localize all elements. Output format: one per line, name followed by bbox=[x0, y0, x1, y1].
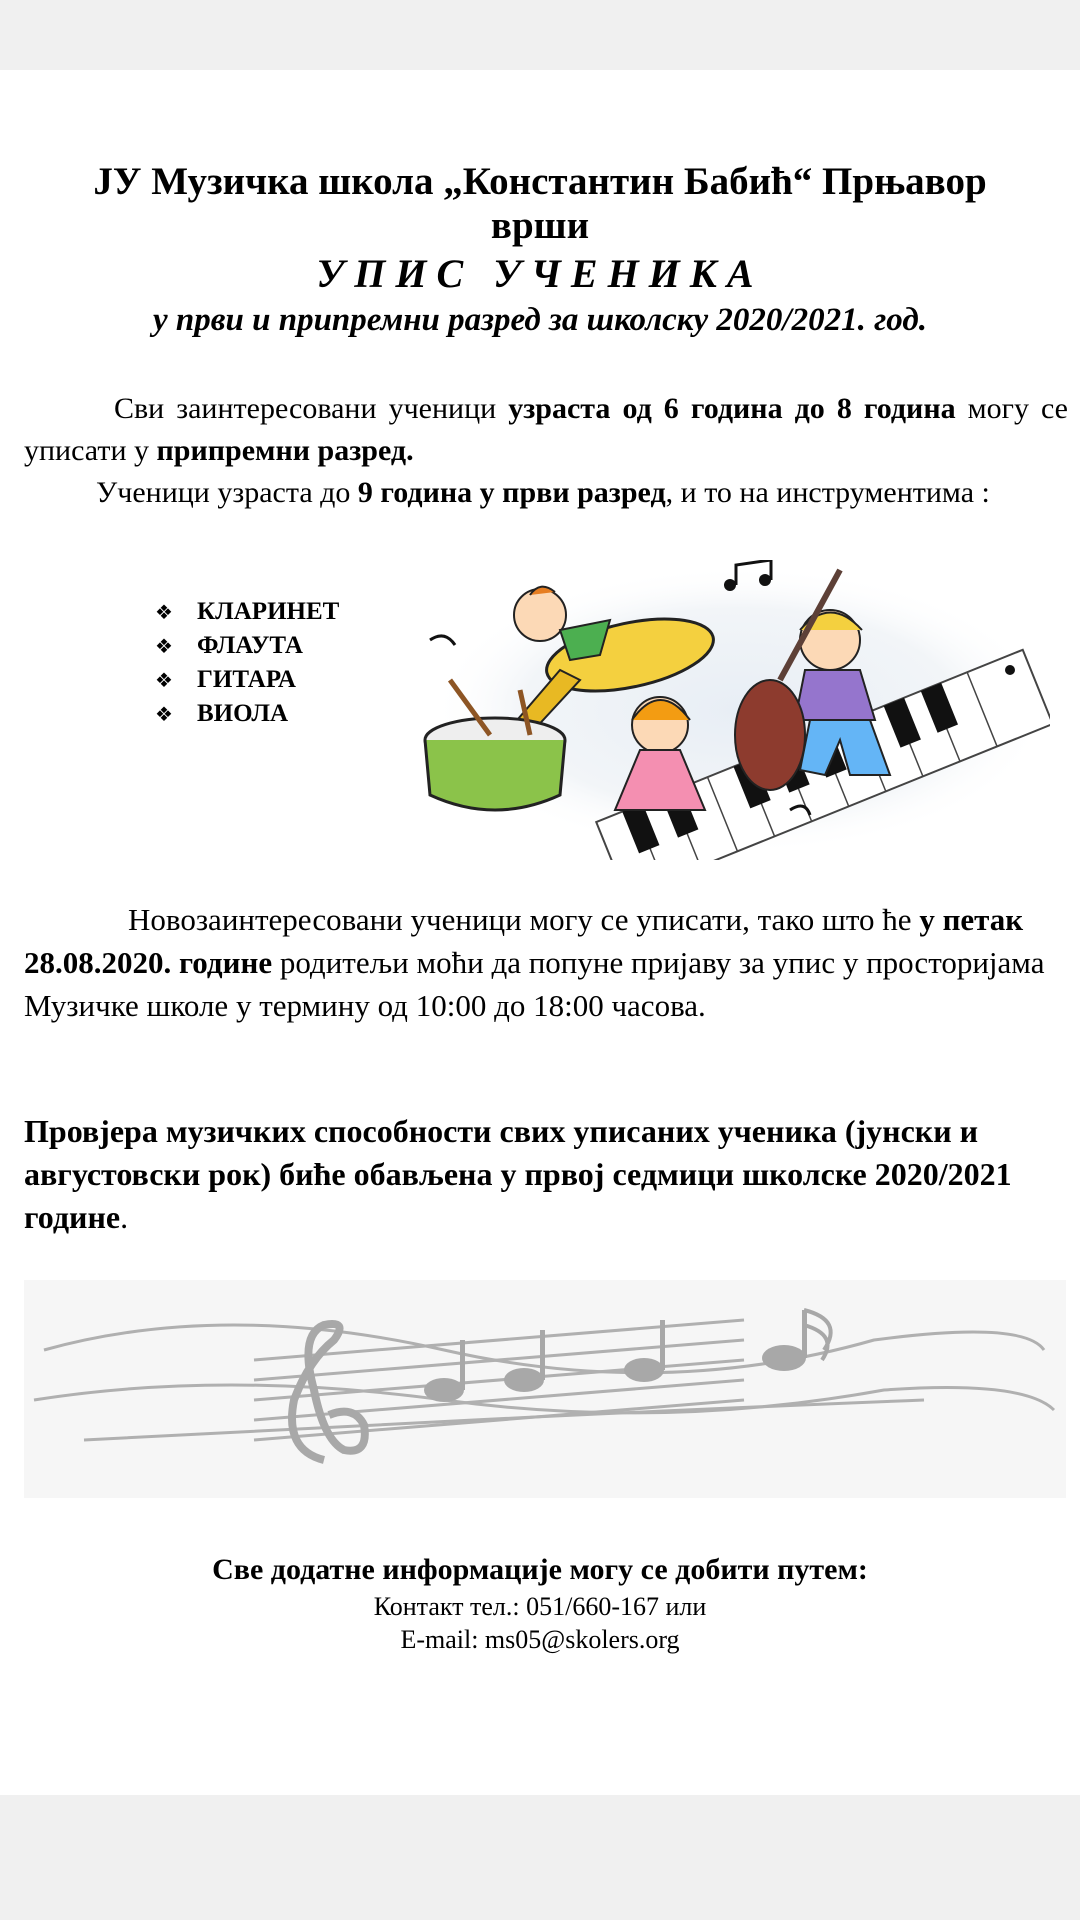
title-verb: врши bbox=[490, 204, 590, 247]
contact-phone: Контакт тел.: 051/660-167 или bbox=[373, 1592, 707, 1621]
document-page bbox=[0, 70, 1080, 1795]
diamond-bullet-icon: ❖ bbox=[155, 600, 173, 624]
contact-email: E-mail: ms05@skolers.org bbox=[400, 1625, 680, 1654]
instrument-item: ❖ КЛАРИНЕТ bbox=[155, 595, 339, 629]
instrument-list bbox=[155, 595, 339, 731]
assessment-paragraph: Провјера музичких способности свих уписаних ученика (јунски и августовски рок) биће обављена у првој седмици школске 2020/2021 године. bbox=[24, 1113, 1012, 1235]
first-grade-paragraph: Ученици узраста до 9 година у први разред, и то на инструментима : bbox=[96, 476, 990, 509]
music-staff-banner bbox=[24, 1280, 1066, 1498]
contact-heading: Све додатне информације могу се добити путем: bbox=[212, 1553, 868, 1586]
children-music-illustration bbox=[410, 560, 1050, 860]
diamond-bullet-icon: ❖ bbox=[155, 634, 173, 658]
instrument-item: ❖ ГИТАРА bbox=[155, 663, 339, 697]
enrollment-heading: УПИС УЧЕНИКА bbox=[316, 251, 764, 296]
school-name: ЈУ Музичка школа „Константин Бабић“ Прњавор bbox=[93, 160, 987, 203]
age-paragraph: Сви заинтересовани ученици узраста од 6 година до 8 година могу се уписати у припремни разред. bbox=[24, 392, 1069, 467]
instrument-item: ❖ ФЛАУТА bbox=[155, 629, 339, 663]
contact-block bbox=[0, 1550, 1080, 1656]
diamond-bullet-icon: ❖ bbox=[155, 668, 173, 692]
registration-paragraph: Новозаинтересовани ученици могу се уписати, тако што ће у петак 28.08.2020. године родитељи моћи да попуне пријаву за упис у просторијама Музичке школе у термину од 10:00 до 18:00 часова. bbox=[24, 902, 1045, 1023]
enrollment-subheading: у први и припремни разред за школску 2020/2021. год. bbox=[153, 302, 927, 338]
diamond-bullet-icon: ❖ bbox=[155, 702, 173, 726]
instrument-item: ❖ ВИОЛА bbox=[155, 697, 339, 731]
title-block bbox=[0, 160, 1080, 342]
